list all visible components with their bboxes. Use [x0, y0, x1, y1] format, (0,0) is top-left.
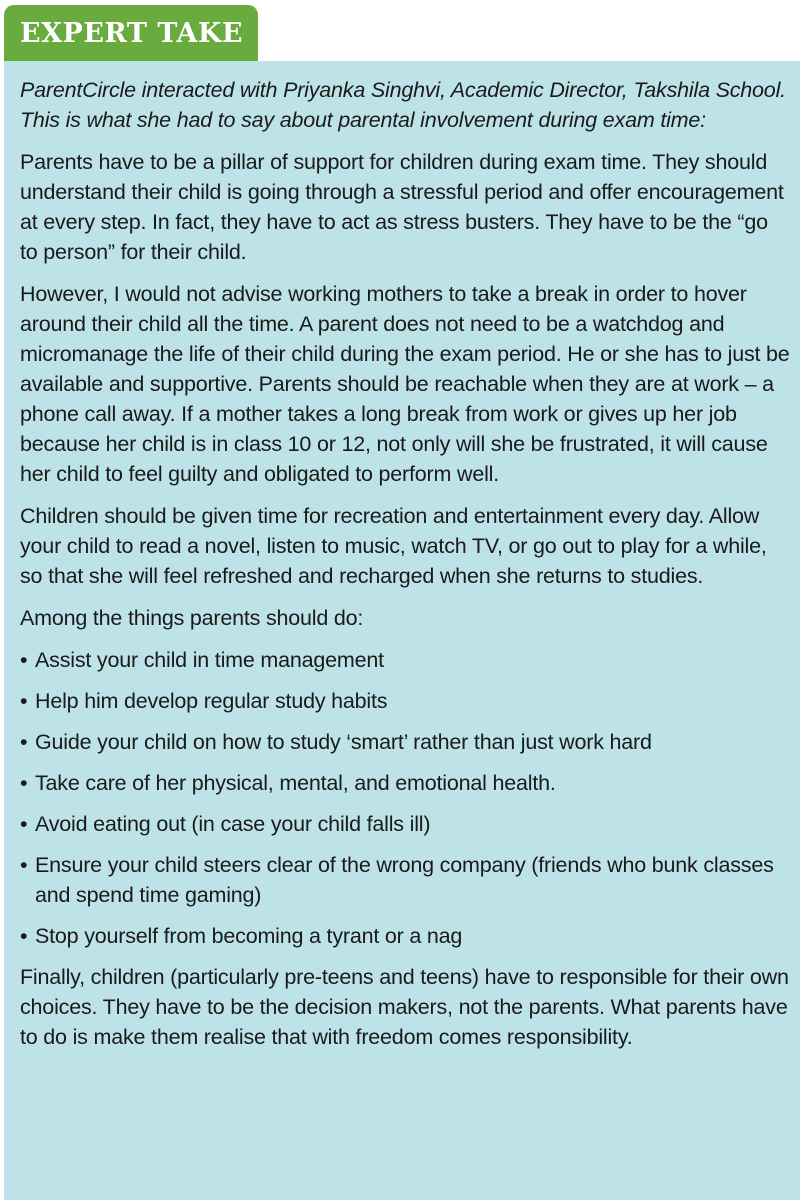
list-item: • Take care of her physical, mental, and emotional health.	[20, 768, 790, 798]
advice-list	[20, 645, 790, 951]
expert-take-tab	[4, 5, 258, 61]
list-item: • Guide your child on how to study ‘smart’ rather than just work hard	[20, 727, 790, 757]
list-item: • Avoid eating out (in case your child falls ill)	[20, 809, 790, 839]
section-title: EXPERT TAKE	[20, 18, 243, 49]
closing-paragraph: Finally, children (particularly pre-teens and teens) have to responsible for their own choices. They have to be the decision makers, not the parents. What parents have to do is make them realise that with freedom comes responsibility.	[20, 965, 789, 1049]
list-item: • Stop yourself from becoming a tyrant or a nag	[20, 921, 790, 951]
list-item: • Ensure your child steers clear of the wrong company (friends who bunk classes and spend time gaming)	[20, 850, 790, 910]
list-item: • Help him develop regular study habits	[20, 686, 790, 716]
body-paragraph: However, I would not advise working mothers to take a break in order to hover around their child all the time. A parent does not need to be a watchdog and micromanage the life of their child during the exam period. He or she has to just be available and supportive. Parents should be reachable when they are at work – a phone call away. If a mother takes a long break from work or gives up her job because her child is in class 10 or 12, not only will she be frustrated, it will cause her child to feel guilty and obligated to perform well.	[20, 282, 790, 486]
body-paragraph: Parents have to be a pillar of support for children during exam time. They should understand their child is going through a stressful period and offer encouragement at every step. In fact, they have to act as stress busters. They have to be the “go to person” for their child.	[20, 150, 784, 264]
expert-take-content	[20, 75, 790, 1064]
expert-take-box	[4, 61, 800, 1200]
list-intro: Among the things parents should do:	[20, 606, 364, 630]
body-paragraph: Children should be given time for recreation and entertainment every day. Allow your child to read a novel, listen to music, watch TV, or go out to play for a while, so that she will feel refreshed and recharged when she returns to studies.	[20, 504, 767, 588]
list-item: • Assist your child in time management	[20, 645, 790, 675]
intro-paragraph: ParentCircle interacted with Priyanka Singhvi, Academic Director, Takshila School. This is what she had to say about parental involvement during exam time:	[20, 78, 786, 132]
